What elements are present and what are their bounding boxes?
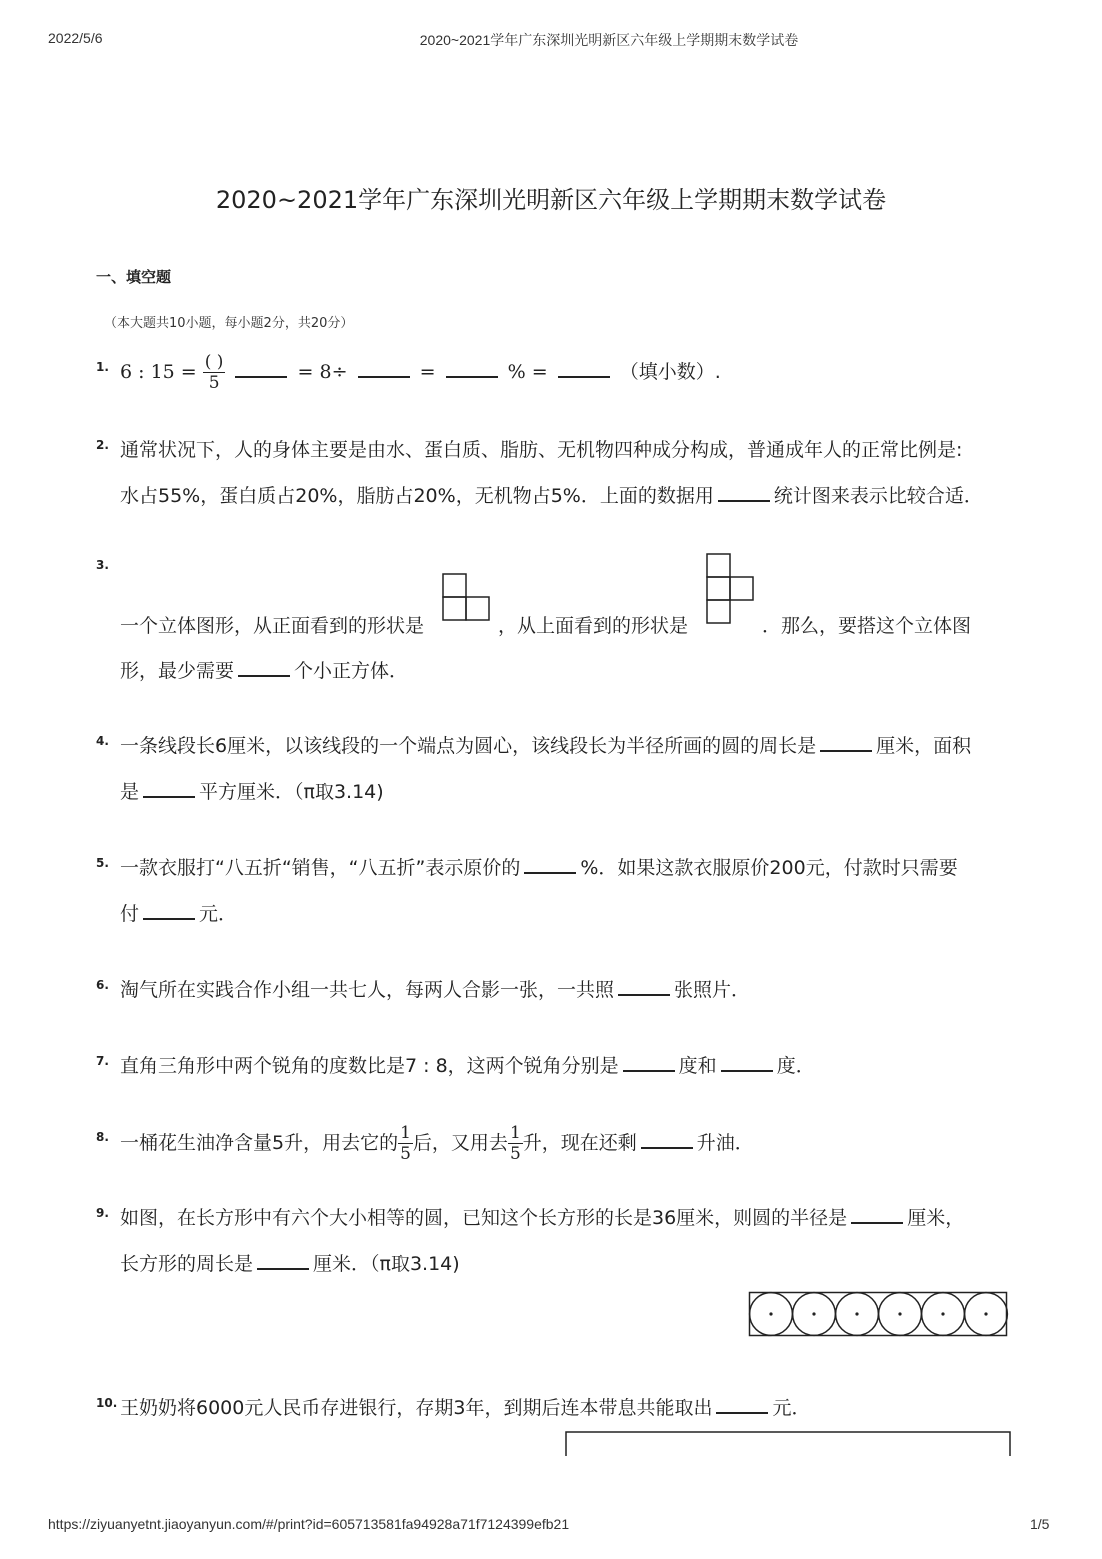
question-10 [120,1394,810,1422]
q5-text-end: 元． [199,903,238,925]
q1-hint: （填小数）. [619,361,721,383]
q8-text: 一桶花生油净含量5升，用去它的 [120,1132,399,1154]
question-3-line-1-c: ．那么，要搭这个立体图 [762,615,972,637]
question-2-line-2 [120,482,983,510]
q8-fraction-1-numerator: 1 [400,1123,411,1143]
q1-division: = 8÷ [297,361,348,383]
question-number-7: 7. [96,1054,109,1068]
front-view-figure [442,573,494,623]
answer-blank [641,1129,693,1149]
question-number-6: 6. [96,978,109,992]
footer-url: https://ziyuanyetnt.jiaoyanyun.com/#/print?id=605713581fa94928a71f7124399efb21 [48,1516,570,1532]
question-4-line-1 [120,732,971,760]
question-number-4: 4. [96,734,109,748]
section-note: （本大题共10小题，每小题2分，共20分） [104,316,354,331]
answer-blank [558,358,610,378]
q7-text-end: 度． [776,1055,815,1077]
question-3-line-1-a: 一个立体图形，从正面看到的形状是 [120,615,425,637]
q5-text: 一款衣服打“八五折“销售，“八五折”表示原价的 [120,857,521,879]
answer-blank [721,1052,773,1072]
q2-text-end: 统计图来表示比较合适． [773,485,983,507]
q8-fraction-1 [398,1123,413,1164]
answer-blank [718,482,770,502]
q8-text-3: 升，现在还剩 [522,1132,637,1154]
q1-fraction-denominator: 5 [208,373,220,393]
question-number-9: 9. [96,1206,109,1220]
answer-blank [716,1394,768,1414]
print-doc-title: 2020~2021学年广东深圳光明新区六年级上学期期末数学试卷 [419,32,799,48]
q7-text-mid: 度和 [678,1055,717,1077]
question-6 [120,976,750,1004]
q8-fraction-2 [508,1123,523,1164]
question-number-8: 8. [96,1130,109,1144]
q8-text-2: 后，又用去 [412,1132,508,1154]
q9-text-2: 长方形的周长是 [120,1253,254,1275]
question-number-10: 10. [96,1396,118,1410]
q4-text-2: 是 [120,781,140,803]
q9-text: 如图，在长方形中有六个大小相等的圆，已知这个长方形的长是36厘米，则圆的半径是 [120,1207,848,1229]
answer-blank [524,854,576,874]
six-circles-rectangle-figure [748,1291,1010,1339]
question-8 [120,1116,754,1170]
answer-blank [623,1052,675,1072]
question-number-1: 1. [96,360,109,374]
answer-blank [358,358,410,378]
answer-blank [618,976,670,996]
answer-blank [143,778,195,798]
answer-blank [851,1204,903,1224]
q8-fraction-2-numerator: 1 [509,1123,521,1143]
q6-text-end: 张照片． [674,979,751,1001]
question-3-line-2 [120,657,408,685]
q1-fraction-numerator: ( ) [204,352,224,372]
question-number-3: 3. [96,558,109,572]
q1-fraction [203,352,226,393]
top-view-figure [706,553,758,627]
question-9-line-1 [120,1204,964,1232]
q8-fraction-1-denominator: 5 [400,1144,411,1164]
q10-text: 王奶奶将6000元人民币存进银行，存期3年，到期后连本带息共能取出 [120,1397,713,1419]
q1-ratio: 6 : 15 = [120,361,197,383]
question-7 [120,1052,815,1080]
q6-text: 淘气所在实践合作小组一共七人，每两人合影一张，一共照 [120,979,615,1001]
q3-text: 形，最少需要 [120,660,235,682]
page-title: 2020~2021学年广东深圳光明新区六年级上学期期末数学试卷 [215,186,887,214]
answer-blank [235,358,287,378]
answer-blank [820,732,872,752]
q8-fraction-2-denominator: 5 [509,1144,521,1164]
question-4-line-2 [120,778,384,806]
question-9-line-2 [120,1250,460,1278]
section-heading: 一、填空题 [96,268,172,286]
answer-blank [238,657,290,677]
print-date: 2022/5/6 [48,30,103,46]
q1-equals: = [419,361,436,383]
question-number-2: 2. [96,438,109,452]
q7-text: 直角三角形中两个锐角的度数比是7 : 8，这两个锐角分别是 [120,1055,619,1077]
q4-text-mid: 厘米，面积 [876,735,972,757]
q5-text-2: 付 [120,903,140,925]
q10-text-end: 元． [772,1397,811,1419]
q1-percent: % = [507,361,548,383]
question-2-line-1: 通常状况下，人的身体主要是由水、蛋白质、脂肪、无机物四种成分构成，普通成年人的正常比例是: [120,439,963,461]
q8-text-end: 升油． [696,1132,754,1154]
question-number-5: 5. [96,856,109,870]
footer-page-number: 1/5 [1030,1516,1050,1532]
question-3-line-1-b: ，从上面看到的形状是 [498,615,689,637]
q5-text-mid: %．如果这款衣服原价200元，付款时只需要 [580,857,958,879]
q4-text: 一条线段长6厘米，以该线段的一个端点为圆心，该线段长为半径所画的圆的周长是 [120,735,817,757]
table-frame-top [564,1430,1012,1458]
question-5-line-1 [120,854,958,882]
q2-text: 水占55%，蛋白质占20%，脂肪占20%，无机物占5%．上面的数据用 [120,485,714,507]
q9-text-mid: 厘米， [907,1207,965,1229]
answer-blank [143,900,195,920]
q9-text-end: 厘米．（π取3.14) [313,1253,460,1275]
q4-text-end: 平方厘米．（π取3.14) [199,781,384,803]
answer-blank [257,1250,309,1270]
question-5-line-2 [120,900,237,928]
question-1 [120,346,721,398]
q3-text-end: 个小正方体． [294,660,409,682]
answer-blank [446,358,498,378]
